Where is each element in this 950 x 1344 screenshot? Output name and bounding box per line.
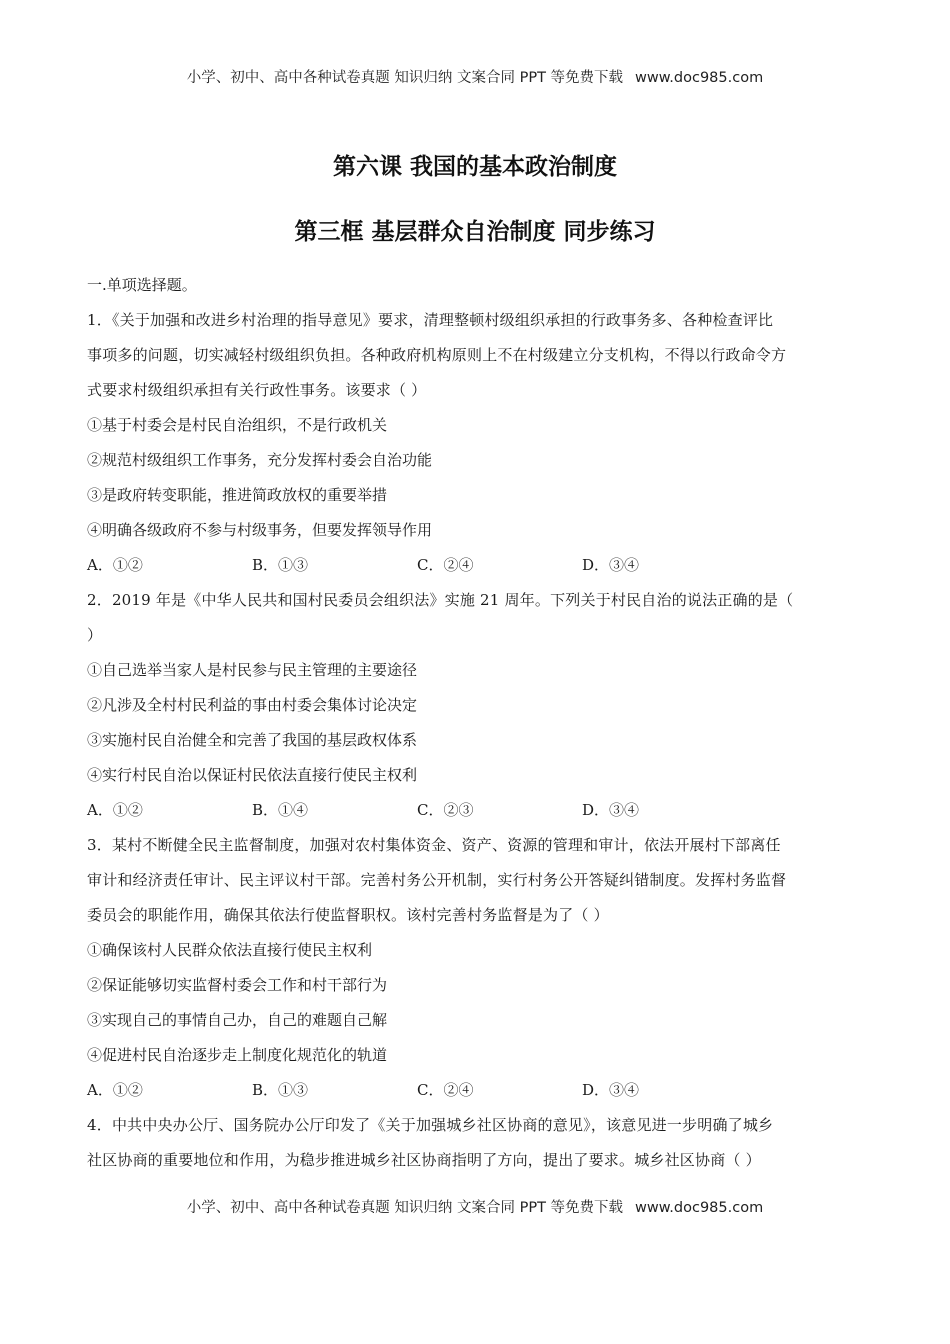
option-b: B．①③ [252,1081,309,1099]
section-heading: 一.单项选择题。 [87,276,197,294]
banner-url-link[interactable]: www.doc985.com [635,70,764,86]
stem-line: 3．某村不断健全民主监督制度，加强对农村集体资金、资产、资源的管理和审计，依法开展村下部离任 [87,836,781,854]
answer-options [87,793,867,828]
header-banner [0,66,950,87]
statement-2: ②规范村级组织工作事务，充分发挥村委会自治功能 [87,451,433,469]
banner-text: 小学、初中、高中各种试卷真题 知识归纳 文案合同 PPT 等免费下载 [186,70,624,86]
statement-4: ④实行村民自治以保证村民依法直接行使民主权利 [87,766,418,784]
option-c: C．②④ [417,1081,474,1099]
option-a: A．①② [87,801,143,819]
question-2 [87,583,867,828]
question-stem [87,1108,867,1178]
answer-options [87,1073,867,1108]
option-b: B．①④ [252,801,309,819]
stem-line: 2．2019 年是《中华人民共和国村民委员会组织法》实施 21 周年。下列关于村民自治的说法正确的是（ [87,591,794,609]
statement-2: ②凡涉及全村村民利益的事由村委会集体讨论决定 [87,696,418,714]
banner-url-link[interactable]: www.doc985.com [635,1200,764,1216]
statement-1: ①自己选举当家人是村民参与民主管理的主要途径 [87,661,418,679]
statement-3: ③实施村民自治健全和完善了我国的基层政权体系 [87,731,418,749]
stem-line: 1．《关于加强和改进乡村治理的指导意见》要求，清理整顿村级组织承担的行政事务多、各种检查评比 [87,311,774,329]
statement-4: ④明确各级政府不参与村级事务，但要发挥领导作用 [87,521,433,539]
statement-1: ①确保该村人民群众依法直接行使民主权利 [87,941,373,959]
answer-options [87,548,867,583]
question-1 [87,303,867,583]
question-3 [87,828,867,1108]
stem-line: 事项多的问题，切实减轻村级组织负担。各种政府机构原则上不在村级建立分支机构，不得以行政命令方 [87,346,787,364]
option-d: D．③④ [582,1081,640,1099]
statement-3: ③是政府转变职能，推进简政放权的重要举措 [87,486,388,504]
statement-3: ③实现自己的事情自己办，自己的难题自己解 [87,1011,388,1029]
statement-1: ①基于村委会是村民自治组织，不是行政机关 [87,416,388,434]
page-subtitle: 第三框 基层群众自治制度 同步练习 [294,219,656,245]
question-4 [87,1108,867,1178]
exercise-content [87,268,867,1178]
option-d: D．③④ [582,801,640,819]
option-a: A．①② [87,1081,143,1099]
stem-line: 委员会的职能作用，确保其依法行使监督职权。该村完善村务监督是为了（ ） [87,906,609,924]
stem-line: 式要求村级组织承担有关行政性事务。该要求（ ） [87,381,427,399]
stem-line: ） [87,626,103,644]
banner-text: 小学、初中、高中各种试卷真题 知识归纳 文案合同 PPT 等免费下载 [186,1200,624,1216]
question-stem [87,303,867,408]
option-c: C．②④ [417,556,474,574]
question-stem [87,828,867,933]
option-c: C．②③ [417,801,474,819]
option-b: B．①③ [252,556,309,574]
option-a: A．①② [87,556,143,574]
stem-line: 4．中共中央办公厅、国务院办公厅印发了《关于加强城乡社区协商的意见》，该意见进一步明确了城乡 [87,1116,774,1134]
option-d: D．③④ [582,556,640,574]
stem-line: 社区协商的重要地位和作用，为稳步推进城乡社区协商指明了方向，提出了要求。城乡社区协商（ ） [87,1151,761,1169]
question-stem [87,583,867,653]
footer-banner [0,1196,950,1217]
statement-4: ④促进村民自治逐步走上制度化规范化的轨道 [87,1046,388,1064]
statement-2: ②保证能够切实监督村委会工作和村干部行为 [87,976,388,994]
page-title: 第六课 我国的基本政治制度 [332,154,617,180]
stem-line: 审计和经济责任审计、民主评议村干部。完善村务公开机制，实行村务公开答疑纠错制度。发挥村务监督 [87,871,787,889]
